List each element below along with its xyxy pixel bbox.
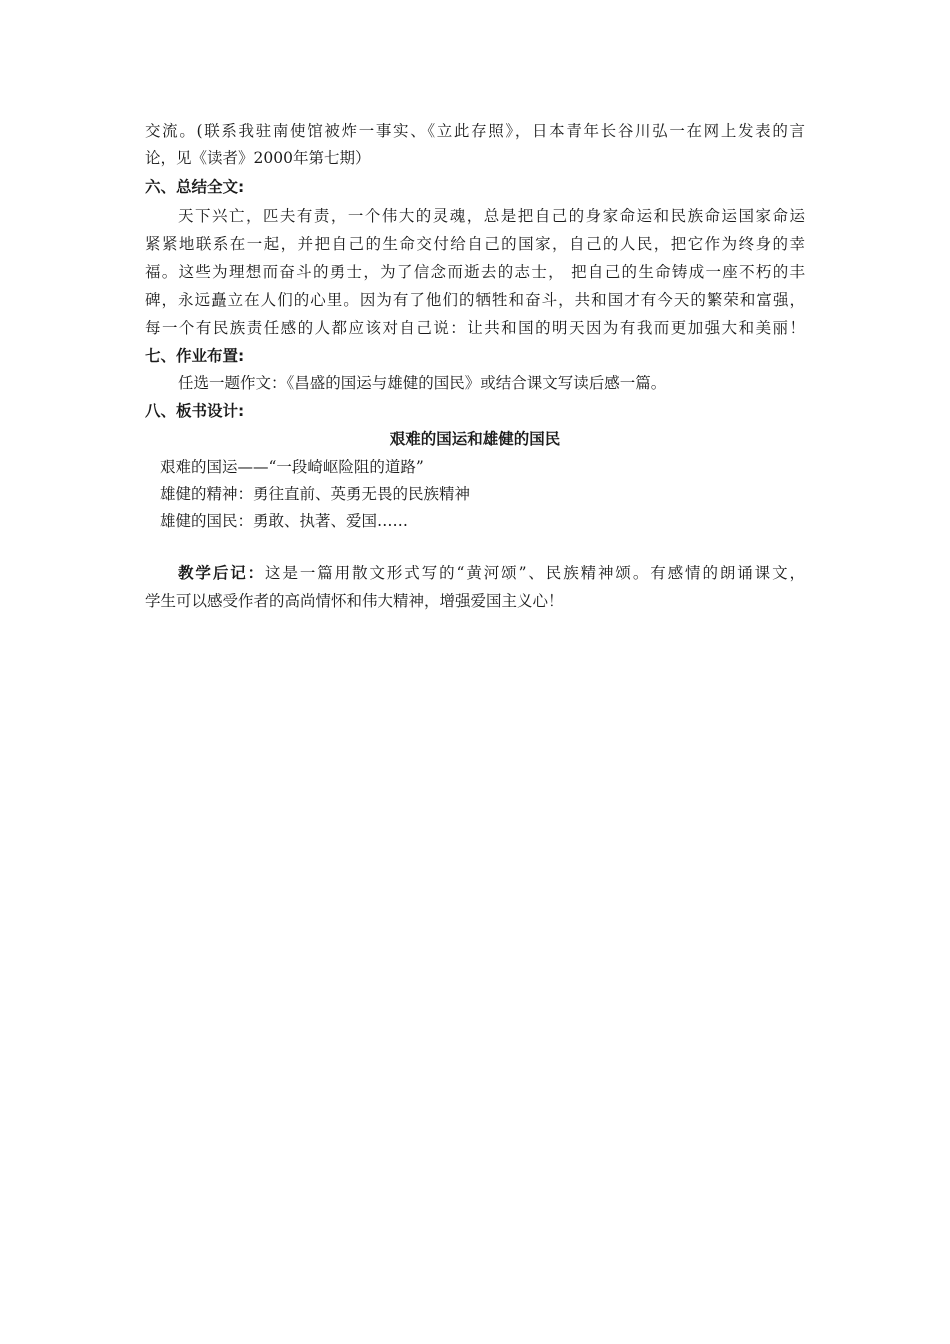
board-item-3: 雄健的国民：勇敢、执著、爱国…… (160, 512, 409, 530)
postscript-text-1: 这是一篇用散文形式写的“黄河颂”、民族精神颂。有感情的朗诵课文， (265, 564, 805, 582)
postscript-line-1 (178, 560, 805, 586)
summary-line-5: 每一个有民族责任感的人都应该对自己说：让共和国的明天因为有我而更加强大和美丽！ (145, 319, 805, 337)
postscript-line-2: 学生可以感受作者的高尚情怀和伟大精神，增强爱国主义心！ (145, 592, 564, 610)
board-title: 艰难的国运和雄健的国民 (389, 430, 561, 448)
section-six-heading: 六、总结全文: (145, 178, 245, 196)
section-seven-heading: 七、作业布置: (145, 347, 245, 365)
summary-line-1: 天下兴亡，匹夫有责，一个伟大的灵魂，总是把自己的身家命运和民族命运国家命运 (178, 207, 805, 225)
summary-line-2: 紧紧地联系在一起，并把自己的生命交付给自己的国家，自己的人民，把它作为终身的幸 (145, 235, 805, 253)
homework-text: 任选一题作文：《昌盛的国运与雄健的国民》或结合课文写读后感一篇。 (178, 374, 667, 392)
summary-line-3: 福。这些为理想而奋斗的勇士，为了信念而逝去的志士， 把自己的生命铸成一座不朽的丰 (145, 263, 805, 281)
intro-line-1: 交流。(联系我驻南使馆被炸一事实、《立此存照》，日本青年长谷川弘一在网上发表的言 (145, 122, 805, 140)
intro-line-2: 论，见《读者》2000年第七期） (145, 149, 371, 167)
section-eight-heading: 八、板书设计: (145, 402, 245, 420)
postscript-label: 教学后记： (178, 564, 266, 582)
board-item-1: 艰难的国运——“一段崎岖险阻的道路” (160, 458, 424, 476)
summary-line-4: 碑，永远矗立在人们的心里。因为有了他们的牺牲和奋斗，共和国才有今天的繁荣和富强， (145, 291, 805, 309)
board-item-2: 雄健的精神：勇往直前、英勇无畏的民族精神 (160, 485, 471, 503)
